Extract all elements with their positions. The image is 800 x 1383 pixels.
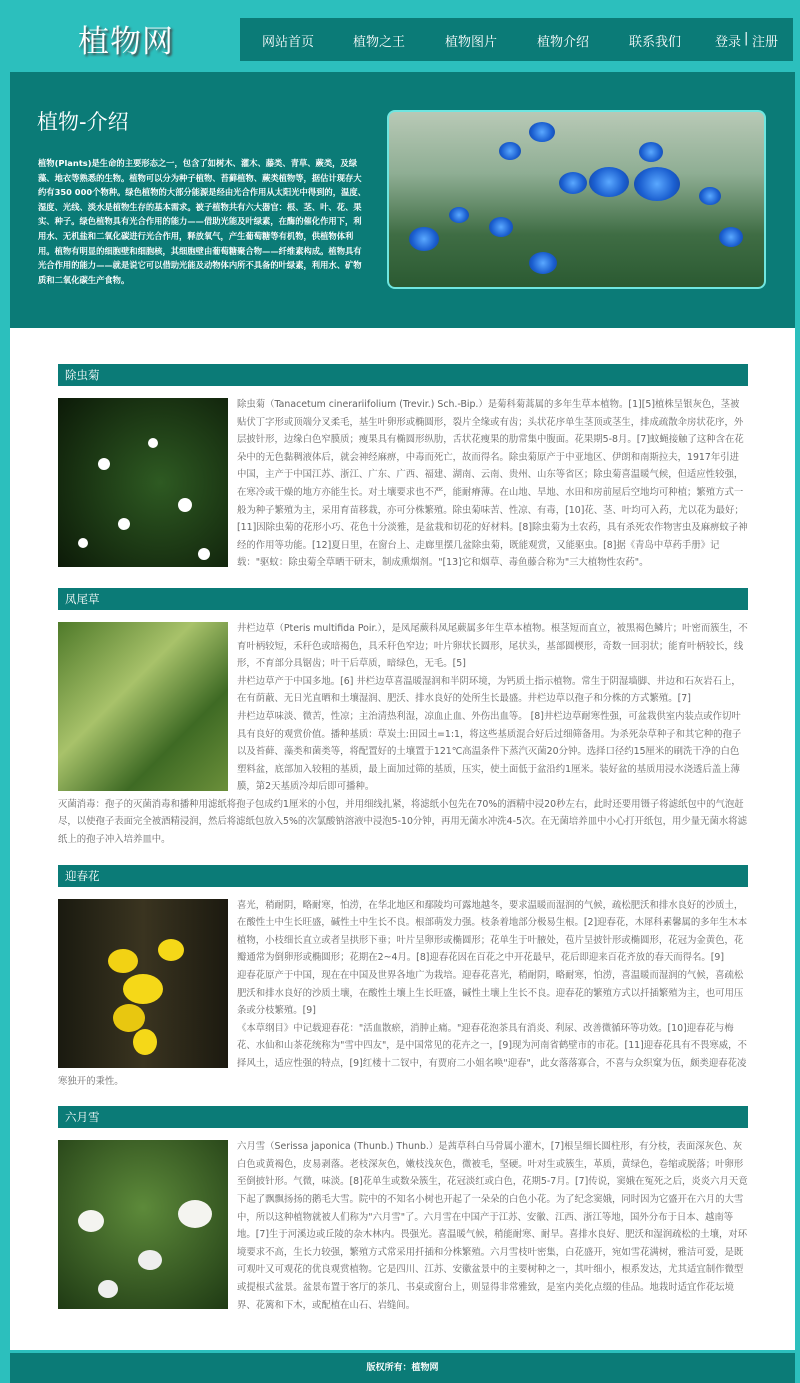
register-link[interactable]: 注册 (752, 35, 779, 50)
auth-separator: | (744, 31, 749, 46)
plant-section (58, 865, 748, 1091)
nav-plant-intro[interactable]: 植物介绍 (537, 35, 590, 50)
pyrethrum-image (58, 398, 228, 567)
paragraph: 井栏边草味淡、微苦，性凉；主治清热利湿，凉血止血、外伤出血等。 [8]井栏边草耐寒性强，可盆栽供室内装点或作切叶具有良好的观赏价值。播种基质：草炭土:田园土=1:1，将这些基质混合好后过细筛备用。为杀死杂草种子和其它种的孢子以及苔藓、藻类和菌类等，将配置好的土壤置于121℃高温条件下蒸汽灭菌20分钟。选择口径约15厘米的刷洗干净的白色塑料盆，底部加入较粗的基质，最上面加过筛的基质，压实，使土面低于盆沿约1厘米。装好盆的基质用浸水浇透后盖上薄膜，第2天基质冷却后即可播种。 (237, 710, 742, 793)
plant-section (58, 364, 748, 572)
paragraph: 六月雪（Serissa japonica (Thunb.) Thunb.）是茜草科白马骨属小灌木，[7]根呈细长圆柱形，有分枝，表面深灰色、灰白色或黄褐色，皮易剥落。老枝深灰色，嫩枝浅灰色，微被毛，坚硬。叶对生或簇生，革质，黄绿色，卷缩或脱落；叶卵形至倒披针形。气微，味淡。[8]花单生或数朵簇生，花冠淡红或白色，花期5-7月。[7]传说，窦娥在冤死之后，炎炎六月天竟下起了飘飘扬扬的鹅毛大雪。院中的不知名小树也开起了一朵朵的白色小花。为了纪念窦娥，同时因为它盛开在六月的大雪中，所以这种植物就被人们称为"六月雪"了。六月雪在中国产于江苏、安徽、江西、浙江等地，国外分布于日本、越南等地。[7]生于河溪边或丘陵的杂木林内。畏强光。喜温暖气候，稍能耐寒、耐旱。喜排水良好、肥沃和湿润疏松的土壤，对环境要求不高，生长力较强，繁殖方式常采用扦插和分株繁殖。六月雪枝叶密集，白花盛开，宛如雪花满树，雅洁可爱，是既可观叶又可观花的优良观赏植物。它是四川、江苏、安徽盆景中的主要树种之一，其叶细小，根系发达，尤其适宜制作微型或提根式盆景。盆景布置于客厅的茶几、书桌或窗台上，则显得非常雅致，是室内美化点缀的佳品。地栽时适宜作花坛境界、花篱和下木，或配植在山石、岩缝间。 (237, 1141, 748, 1311)
winter-jasmine-image (58, 899, 228, 1068)
nav-plant-pictures[interactable]: 植物图片 (445, 35, 498, 50)
site-logo[interactable]: 植物网 (78, 24, 174, 60)
paragraph: 《本草纲目》中记载迎春花："活血散瘀，消肿止痛。"迎春花泡茶具有消炎、利尿、改善微循环等功效。[10]迎春花与梅花、水仙和山茶花统称为"雪中四友"，是中国常见的花卉之一，[9]现为河南省鹤壁市的市花。[11]迎春花具有不畏寒威，不择风土，适应性强的特点，[9]红楼十二钗中，有贾府二小姐名唤"迎春"，此女落落寡合，不喜与众织窠为伍，颇类迎春花凌寒独开的秉性。 (58, 1022, 747, 1087)
paragraph: 喜光，稍耐阴，略耐寒，怕涝，在华北地区和鄢陵均可露地越冬，要求温暖而湿润的气候，疏松肥沃和排水良好的沙质土，在酸性土中生长旺盛，碱性土中生长不良。根部萌发力强。枝条着地部分极易生根。[2]迎春花，木犀科素馨属的多年生木本植物，小枝细长直立或者呈拱形下垂；叶片呈卵形或椭圆形；花单生于叶腋处，苞片呈披针形或椭圆形，花冠为金黄色，花瓣通常为倒卵形或椭圆形；花期在2~4月。[8]迎春花因在百花之中开花最早，花后即迎来百花齐放的春天而得名。[9] (237, 899, 748, 964)
hero-title: 植物-介绍 (37, 110, 129, 134)
hero-flower-image (387, 110, 766, 289)
nav-plant-king[interactable]: 植物之王 (353, 35, 406, 50)
section-title: 六月雪 (58, 1106, 748, 1128)
plant-section (58, 588, 748, 849)
main-content (10, 328, 795, 1350)
login-link[interactable]: 登录 (715, 35, 742, 50)
copyright-text: 版权所有：植物网 (366, 1363, 439, 1374)
section-title: 除虫菊 (58, 364, 748, 386)
serissa-image (58, 1140, 228, 1309)
plant-section (58, 1106, 748, 1314)
paragraph: 井栏边草（Pteris multifida Poir.），是凤尾蕨科凤尾蕨属多年生草本植物。根茎短而直立，被黑褐色鳞片；叶密而簇生，不育叶柄较短，禾秆色或暗褐色，具禾秆色窄边；叶片卵状长圆形，尾状头，基部圆楔形，奇数一回羽状；能育叶柄较长，线形，不育部分具锯齿；叶干后草质，暗绿色，无毛。[5] (237, 622, 748, 670)
hero-text: 植物(Plants)是生命的主要形态之一，包含了如树木、灌木、藤类、青草、蕨类，及绿藻、地衣等熟悉的生物。植物可以分为种子植物、苔藓植物、蕨类植物等，据估计现存大约有350 000个物种。绿色植物的大部分能源是经由光合作用从太阳光中得到的，温度、湿度、光线、淡水是植物生存的基本需求。被子植物共有六大器官：根、茎、叶、花、果实、种子。绿色植物具有光合作用的能力——借助光能及叶绿素，在酶的催化作用下，利用水、无机盐和二氧化碳进行光合作用，释放氧气，产生葡萄糖等有机物，供植物体利用。植物有明显的细胞壁和细胞核，其细胞壁由葡萄糖聚合物——纤维素构成。植物具有光合作用的能力——就是说它可以借助光能及动物体内所不具备的叶绿素，利用水、矿物质和二氧化碳生产食物。 (38, 158, 366, 285)
fern-image (58, 622, 228, 791)
footer (10, 1350, 795, 1383)
paragraph: 井栏边草产于中国多地。[6] 井栏边草喜温暖湿润和半阴环境，为钙质土指示植物。常生于阴湿墙脚、井边和石灰岩石上，在有荫蔽、无日光直晒和土壤湿润、肥沃、排水良好的处所生长最盛。井栏边草以孢子和分株的方式繁殖。[7] (237, 675, 741, 705)
paragraph: 灭菌消毒：孢子的灭菌消毒和播种用滤纸将孢子包成约1厘米的小包，并用细线扎紧，将滤纸小包先在70%的酒精中浸20秒左右，此时还要用镊子将滤纸包中的气泡赶尽，以使孢子表面完全被酒精浸润，然后将滤纸包放入5%的次氯酸钠溶液中浸泡5-10分钟，再用无菌水冲洗4-5次。在无菌培养皿中小心打开纸包，用少量无菌水将滤纸上的孢子冲入培养皿中。 (58, 798, 747, 846)
section-title: 迎春花 (58, 865, 748, 887)
paragraph: 除虫菊（Tanacetum cinerariifolium (Trevir.) Sch.-Bip.）是菊科菊蒿属的多年生草本植物。[1][5]植株呈银灰色，茎被贴伏丁字形或顶端分叉柔毛，基生叶卵形或椭圆形，裂片全缘或有齿；头状花序单生茎顶或茎生，排成疏散伞房状花序，外层披针形，边缘白色窄膜质；瘦果具有椭圆形纵肋，舌状花瘦果的肋常集中腹面。花果期5-8月。[7]蚊蝇接触了这种含在花朵中的无色黏稠液体后，就会神经麻痹，中毒而死亡，故而得名。除虫菊原产于中亚地区、伊朗和南斯拉夫，1917年引进中国，主产于中国江苏、浙江、广东、广西、福建、湖南、云南、贵州、山东等省区；除虫菊喜温暖气候，但适应性较强，在寒冷或干燥的地方亦能生长。对土壤要求也不严，能耐瘠薄。在山地、旱地、水田和房前屋后空地均可种植；繁殖方式一般为种子繁殖为主，采用育苗移栽，亦可分株繁殖。除虫菊味苦、性凉、有毒，[10]花、茎、叶均可入药，尤以花为最好；[11]因除虫菊的花形小巧、花色十分淡雅，是盆栽和切花的好材料。[8]除虫菊为土农药，具有杀死农作物害虫及麻痹蚊子神经的作用等功能。[12]夏日里，在窗台上、走廊里摆几盆除虫菊，既能观赏，又能驱虫。[8]据《青岛中草药手册》记载："驱蚊：除虫菊全草晒干研末，制成熏烟剂。"[13]它和烟草、毒鱼藤合称为"三大植物性农药"。 (237, 399, 748, 569)
main-nav (240, 18, 793, 61)
nav-home[interactable]: 网站首页 (262, 35, 315, 50)
paragraph: 迎春花原产于中国，现在在中国及世界各地广为栽培。迎春花喜光，稍耐阴，略耐寒，怕涝，喜温暖而湿润的气候，喜疏松肥沃和排水良好的沙质土壤，在酸性土壤上生长旺盛，碱性土壤上生长不良。迎春花的繁殖方式以扦插繁殖为主，也可用压条或分枝繁殖。[9] (237, 970, 744, 1017)
hero-section (10, 72, 795, 328)
nav-contact[interactable]: 联系我们 (629, 35, 682, 50)
section-title: 凤尾草 (58, 588, 748, 610)
